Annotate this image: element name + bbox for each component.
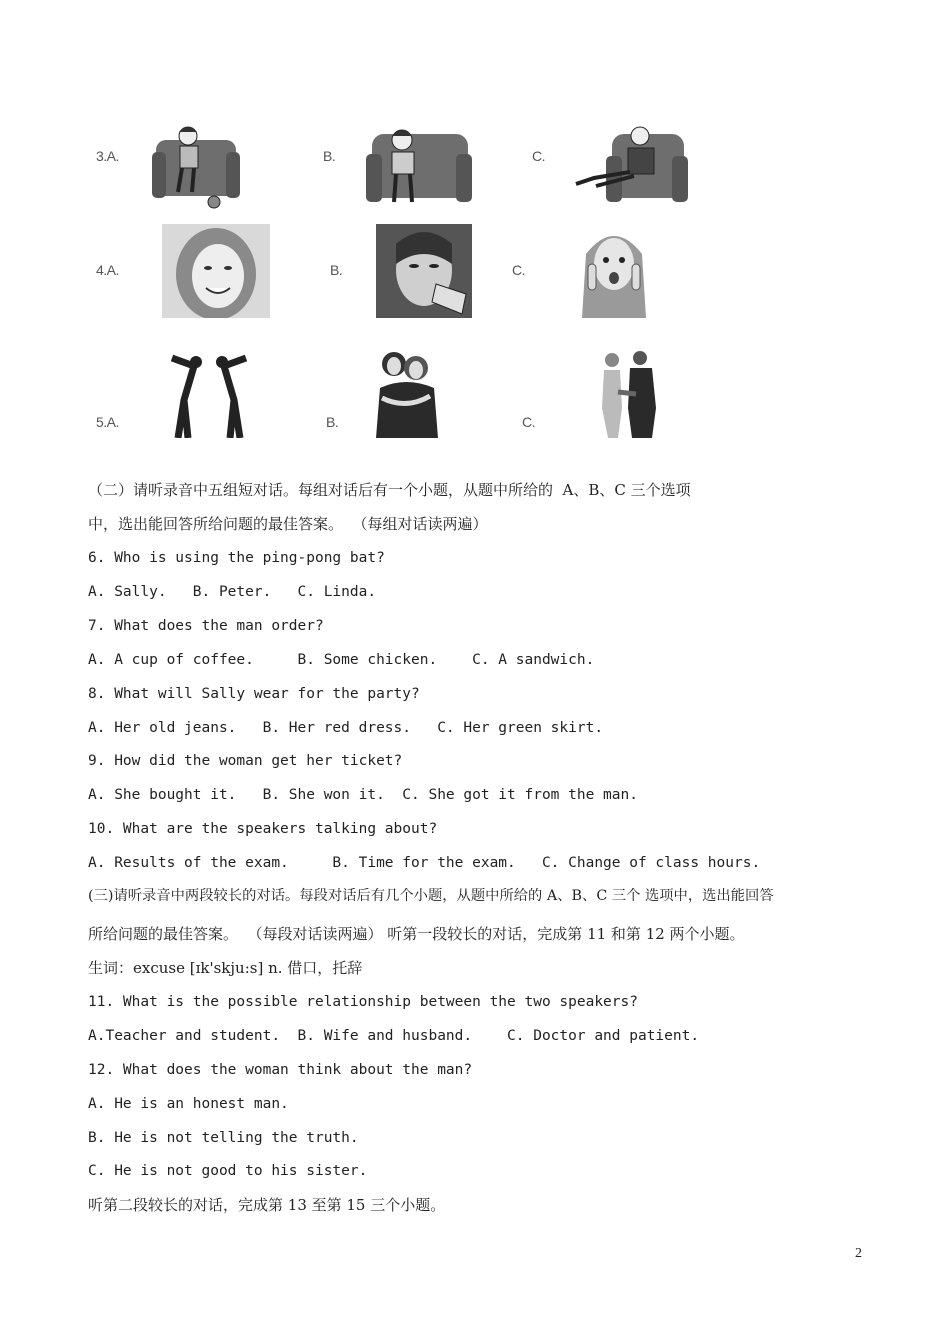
picture-question-5 — [0, 344, 950, 454]
question-12-option-a: A. He is an honest man. — [88, 1096, 289, 1112]
surprised-woman-image — [570, 224, 658, 318]
question-8: 8. What will Sally wear for the party? — [88, 686, 420, 702]
vocabulary-note: 生词：excuse [ɪk'skju:s] n. 借口，托辞 — [88, 959, 363, 977]
question-6: 6. Who is using the ping-pong bat? — [88, 550, 385, 566]
option-label: C. — [512, 262, 525, 278]
section2-intro-line2: 中，选出能回答所给问题的最佳答案。 （每组对话读两遍） — [88, 515, 488, 533]
second-dialogue-instruction: 听第二段较长的对话，完成第 13 至第 15 三个小题。 — [88, 1196, 446, 1214]
question-10: 10. What are the speakers talking about? — [88, 821, 438, 837]
question-6-options: A. Sally. B. Peter. C. Linda. — [88, 584, 377, 600]
section3-intro-line2: 所给问题的最佳答案。 （每段对话读两遍） 听第一段较长的对话，完成第 11 和第 12 两个小题。 — [88, 925, 745, 943]
question-9-options: A. She bought it. B. She won it. C. She got it from the man. — [88, 787, 638, 803]
option-label: 5.A. — [96, 414, 119, 430]
picture-question-3 — [0, 118, 950, 228]
question-9: 9. How did the woman get her ticket? — [88, 753, 403, 769]
question-10-options: A. Results of the exam. B. Time for the exam. C. Change of class hours. — [88, 855, 761, 871]
handshake-image — [596, 348, 660, 438]
smiling-woman-image — [162, 224, 270, 318]
section3-intro-line1: (三)请听录音中两段较长的对话。每段对话后有几个小题，从题中所给的 A、B、C 三个 选项中，选出能回答 — [88, 888, 774, 904]
crying-woman-image — [376, 224, 472, 318]
question-7-options: A. A cup of coffee. B. Some chicken. C. A sandwich. — [88, 652, 595, 668]
page-number: 2 — [855, 1246, 862, 1261]
question-12: 12. What does the woman think about the man? — [88, 1062, 473, 1078]
boy-sofa-smiling-image — [362, 122, 474, 210]
picture-question-4 — [0, 222, 950, 332]
section2-intro-line1: （二）请听录音中五组短对话。每组对话后有一个小题，从题中所给的 A、B、C 三个选项 — [88, 481, 691, 499]
option-label: B. — [330, 262, 343, 278]
option-label: B. — [323, 148, 336, 164]
option-label: 3.A. — [96, 148, 119, 164]
man-reclining-sofa-image — [572, 122, 688, 210]
option-label: B. — [326, 414, 339, 430]
question-11-options: A.Teacher and student. B. Wife and husband. C. Doctor and patient. — [88, 1028, 700, 1044]
option-label: C. — [522, 414, 535, 430]
question-11: 11. What is the possible relationship between the two speakers? — [88, 994, 638, 1010]
question-12-option-c: C. He is not good to his sister. — [88, 1163, 368, 1179]
option-label: C. — [532, 148, 545, 164]
boy-sofa-thinking-image — [152, 122, 240, 210]
question-12-option-b: B. He is not telling the truth. — [88, 1130, 359, 1146]
question-7: 7. What does the man order? — [88, 618, 324, 634]
two-women-hugging-image — [372, 348, 440, 438]
question-8-options: A. Her old jeans. B. Her red dress. C. Her green skirt. — [88, 720, 604, 736]
option-label: 4.A. — [96, 262, 119, 278]
two-men-bowing-image — [160, 348, 258, 438]
